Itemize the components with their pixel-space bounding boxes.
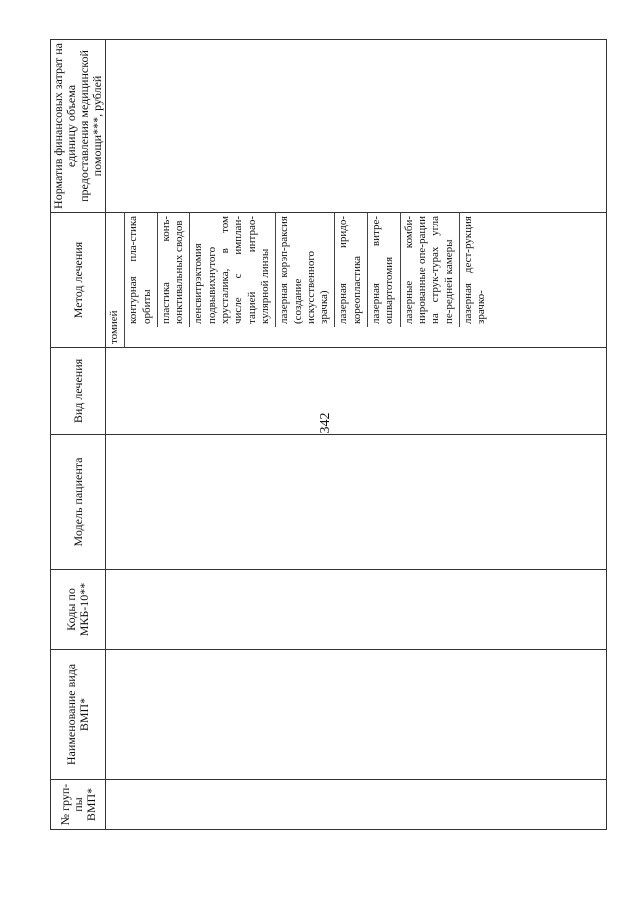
cell-patient-model <box>106 435 607 570</box>
cell-vmp-name <box>106 650 607 780</box>
cell-treatment-methods <box>106 213 607 348</box>
method-item: ленсвитрэктомия подвывихнутого хрусталика, в том числе с имплан-тацией интрао-кулярной линзы <box>190 213 276 327</box>
method-item: лазерная дест-рукция зрачко- <box>461 216 488 324</box>
cell-treatment-type <box>106 348 607 435</box>
table-row <box>106 40 607 830</box>
header-cost-norm: Норматив финансовых затрат на единицу объема предоставления медицинской помощи***, рублей <box>51 40 106 213</box>
method-item: контурная пла-стика орбиты <box>125 213 158 327</box>
rotated-table-container <box>50 40 600 830</box>
header-vmp-name: Наименование вида ВМП* <box>51 650 106 780</box>
header-treatment-method: Метод лечения <box>51 213 106 348</box>
cell-icd-codes <box>106 570 607 650</box>
method-item: лазерная иридо-кореопластика <box>335 213 368 327</box>
method-item: лазерная корэп-раксия (создание искусственного зрачка) <box>276 213 335 327</box>
header-treatment-type: Вид лечения <box>51 348 106 435</box>
header-group-number: № груп-пы ВМП* <box>51 780 106 830</box>
vmp-table <box>50 39 607 830</box>
page-number: 342 <box>318 412 333 434</box>
method-list <box>106 213 606 347</box>
table-header-row <box>51 40 106 830</box>
header-icd-codes: Коды по МКБ-10** <box>51 570 106 650</box>
cell-cost-norm <box>106 40 607 213</box>
method-item: лазерные комби-нированные опе-рации на струк-турах угла пе-редней камеры <box>401 213 460 327</box>
header-patient-model: Модель пациента <box>51 435 106 570</box>
method-item: лазерная витре-ошвартотомия <box>368 213 401 327</box>
cell-group-number <box>106 780 607 830</box>
method-item: томией <box>106 213 125 347</box>
method-item: пластика конъ-юнктивальных сводов <box>158 213 191 327</box>
